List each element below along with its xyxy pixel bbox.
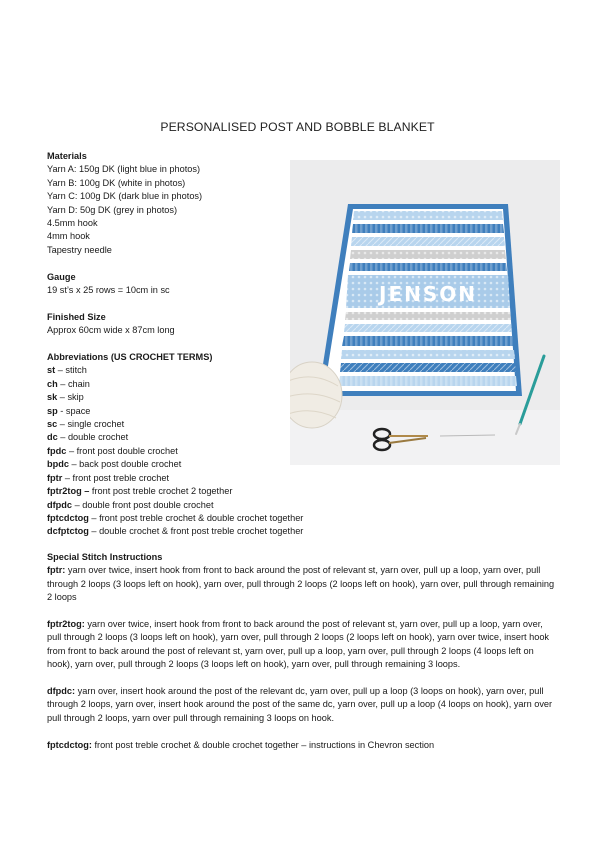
abbr-term: dfpdc (47, 499, 73, 510)
special-text: yarn over twice, insert hook from front to back around the post of relevant st, yarn over, pull up a loop, yarn over, pull through 2 loops (3 loops left on hook), yarn over, pull through 2 loops (2 loops left on hook), yarn over twice, insert hook from front to back around the post of relevant st, yarn over, pull up a loop, yarn over, pull through 2 loops (4 loops left on hook), yarn over, pull through 2 loops (3 loops left on hook), yarn over, pull through remaining 3 loops. (47, 619, 550, 670)
abbr-def: front post treble crochet 2 together (89, 486, 233, 497)
abbr-row (47, 472, 347, 485)
special-item (47, 564, 557, 604)
page-title: PERSONALISED POST AND BOBBLE BLANKET (160, 120, 435, 134)
abbr-def: – front post treble crochet (62, 472, 170, 483)
abbr-row (47, 512, 347, 525)
materials-item: Yarn A: 150g DK (light blue in photos) (47, 164, 201, 175)
abbr-term: sk (47, 392, 58, 403)
special-item (47, 685, 557, 725)
abbr-term: fptcdctog (47, 512, 89, 523)
abbr-def: – front post treble crochet & double crochet together (88, 512, 304, 523)
gauge-heading: Gauge (47, 271, 76, 282)
abbreviations-heading: Abbreviations (US CROCHET TERMS) (47, 352, 213, 363)
special-text: front post treble crochet & double crochet together – instructions in Chevron section (91, 739, 435, 750)
abbr-def: – stitch (55, 365, 87, 376)
special-term: fptcdctog: (47, 739, 92, 750)
abbr-def: – skip (57, 392, 84, 403)
special-text: yarn over twice, insert hook from front to back around the post of relevant st, yarn over, pull up a loop, yarn over, pull through 2 loops (3 loops left on hook), yarn over, pull through 2 loops (2 loops left on hook), yarn over, pull through remaining 2 loops (47, 565, 555, 603)
finished-size-text: Approx 60cm wide x 87cm long (47, 325, 175, 336)
abbr-term: fptr2tog – (47, 486, 90, 497)
abbr-def: – back post double crochet (68, 459, 182, 470)
abbr-def: – front post double crochet (66, 445, 178, 456)
materials-item: Tapestry needle (47, 244, 112, 255)
special-text: yarn over, insert hook around the post of the relevant dc, yarn over, pull up a loop (3 loops on hook), yarn over, pull through 2 loops, yarn over, insert hook around the post of the same dc, yarn over, pull up a loop (4 loops on hook), yarn over pull through 2 loops, yarn over pull through remaining 3 loops on hook. (47, 686, 553, 723)
abbr-def: - space (57, 405, 91, 416)
abbr-term: bpdc (47, 459, 69, 470)
blanket-photo (290, 160, 560, 465)
blanket (318, 204, 522, 396)
special-item (47, 618, 557, 672)
abbr-term: dc (47, 432, 58, 443)
gauge-text: 19 st’s x 25 rows = 10cm in sc (47, 285, 170, 296)
special-term: fptr2tog: (47, 619, 85, 630)
materials-item: Yarn C: 100g DK (dark blue in photos) (47, 191, 203, 202)
abbr-def: – double crochet (57, 432, 129, 443)
abbr-term: fptr (47, 472, 63, 483)
abbr-def: – double front post double crochet (72, 499, 214, 510)
abbr-row (47, 485, 347, 498)
abbr-def: – chain (57, 378, 90, 389)
blanket-name: JENSON (379, 282, 477, 306)
abbr-term: st (47, 365, 56, 376)
abbr-term: sp (47, 405, 58, 416)
materials-item: Yarn B: 100g DK (white in photos) (47, 177, 186, 188)
abbr-row (47, 525, 347, 538)
abbr-row (47, 499, 347, 512)
special-stitch-section (47, 551, 557, 765)
special-heading: Special Stitch Instructions (47, 552, 163, 562)
materials-heading: Materials (47, 151, 87, 161)
abbr-def: – single crochet (57, 419, 125, 430)
materials-item: 4.5mm hook (47, 218, 98, 229)
special-term: fptr: (47, 565, 66, 576)
abbr-term: dcfptctog (47, 526, 89, 537)
special-item (47, 739, 557, 752)
abbr-def: – double crochet & front post treble crochet together (88, 526, 304, 537)
abbr-term: fpdc (47, 445, 67, 456)
abbr-term: sc (47, 419, 58, 430)
materials-item: Yarn D: 50g DK (grey in photos) (47, 204, 178, 215)
finished-size-heading: Finished Size (47, 311, 106, 322)
special-term: dfpdc: (47, 686, 76, 697)
abbr-term: ch (47, 378, 58, 389)
materials-item: 4mm hook (47, 231, 90, 242)
